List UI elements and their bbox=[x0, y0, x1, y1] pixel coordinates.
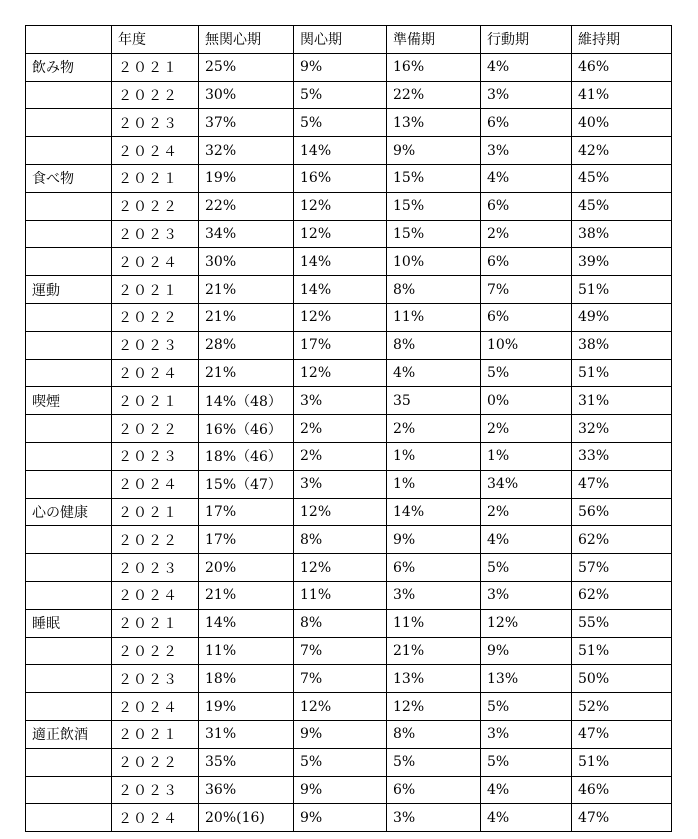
year-cell: ２０２４ bbox=[112, 804, 199, 832]
action-cell: 10% bbox=[481, 331, 572, 359]
preparation-cell: 14% bbox=[387, 498, 481, 526]
precontemplation-cell: 30% bbox=[199, 81, 294, 109]
table-row bbox=[26, 359, 672, 387]
header-cell-category bbox=[26, 26, 112, 54]
maintenance-cell: 51% bbox=[572, 748, 672, 776]
preparation-cell: 15% bbox=[387, 220, 481, 248]
table-row bbox=[26, 609, 672, 637]
maintenance-cell: 38% bbox=[572, 331, 672, 359]
maintenance-cell: 51% bbox=[572, 276, 672, 304]
year-cell: ２０２３ bbox=[112, 331, 199, 359]
table-row bbox=[26, 470, 672, 498]
precontemplation-cell: 16%（46） bbox=[199, 415, 294, 443]
year-cell: ２０２１ bbox=[112, 53, 199, 81]
table-row bbox=[26, 137, 672, 165]
year-cell: ２０２１ bbox=[112, 498, 199, 526]
header-cell-contemplation: 関心期 bbox=[294, 26, 387, 54]
action-cell: 4% bbox=[481, 53, 572, 81]
contemplation-cell: 8% bbox=[294, 526, 387, 554]
contemplation-cell: 12% bbox=[294, 303, 387, 331]
year-cell: ２０２２ bbox=[112, 81, 199, 109]
contemplation-cell: 9% bbox=[294, 53, 387, 81]
table-row bbox=[26, 776, 672, 804]
preparation-cell: 9% bbox=[387, 137, 481, 165]
year-cell: ２０２２ bbox=[112, 303, 199, 331]
contemplation-cell: 7% bbox=[294, 665, 387, 693]
contemplation-cell: 9% bbox=[294, 804, 387, 832]
precontemplation-cell: 21% bbox=[199, 581, 294, 609]
category-cell bbox=[26, 665, 112, 693]
preparation-cell: 21% bbox=[387, 637, 481, 665]
header-cell-precontemplation: 無関心期 bbox=[199, 26, 294, 54]
category-cell bbox=[26, 637, 112, 665]
preparation-cell: 9% bbox=[387, 526, 481, 554]
category-cell bbox=[26, 804, 112, 832]
action-cell: 4% bbox=[481, 804, 572, 832]
category-cell bbox=[26, 331, 112, 359]
action-cell: 3% bbox=[481, 81, 572, 109]
category-cell bbox=[26, 776, 112, 804]
precontemplation-cell: 14% bbox=[199, 609, 294, 637]
precontemplation-cell: 30% bbox=[199, 248, 294, 276]
action-cell: 6% bbox=[481, 303, 572, 331]
precontemplation-cell: 11% bbox=[199, 637, 294, 665]
action-cell: 2% bbox=[481, 415, 572, 443]
maintenance-cell: 41% bbox=[572, 81, 672, 109]
category-cell: 心の健康 bbox=[26, 498, 112, 526]
header-cell-maintenance: 維持期 bbox=[572, 26, 672, 54]
preparation-cell: 3% bbox=[387, 581, 481, 609]
action-cell: 5% bbox=[481, 748, 572, 776]
action-cell: 5% bbox=[481, 359, 572, 387]
contemplation-cell: 12% bbox=[294, 192, 387, 220]
preparation-cell: 6% bbox=[387, 776, 481, 804]
table-row bbox=[26, 581, 672, 609]
precontemplation-cell: 32% bbox=[199, 137, 294, 165]
maintenance-cell: 31% bbox=[572, 387, 672, 415]
contemplation-cell: 2% bbox=[294, 442, 387, 470]
table-row bbox=[26, 164, 672, 192]
year-cell: ２０２３ bbox=[112, 220, 199, 248]
category-cell: 運動 bbox=[26, 276, 112, 304]
category-cell bbox=[26, 303, 112, 331]
action-cell: 13% bbox=[481, 665, 572, 693]
maintenance-cell: 46% bbox=[572, 53, 672, 81]
preparation-cell: 11% bbox=[387, 303, 481, 331]
table-row bbox=[26, 554, 672, 582]
maintenance-cell: 51% bbox=[572, 359, 672, 387]
preparation-cell: 8% bbox=[387, 331, 481, 359]
maintenance-cell: 56% bbox=[572, 498, 672, 526]
maintenance-cell: 57% bbox=[572, 554, 672, 582]
contemplation-cell: 14% bbox=[294, 248, 387, 276]
precontemplation-cell: 18% bbox=[199, 665, 294, 693]
precontemplation-cell: 28% bbox=[199, 331, 294, 359]
header-cell-action: 行動期 bbox=[481, 26, 572, 54]
maintenance-cell: 45% bbox=[572, 192, 672, 220]
year-cell: ２０２２ bbox=[112, 748, 199, 776]
category-cell bbox=[26, 415, 112, 443]
contemplation-cell: 9% bbox=[294, 720, 387, 748]
preparation-cell: 13% bbox=[387, 109, 481, 137]
maintenance-cell: 46% bbox=[572, 776, 672, 804]
stage-table bbox=[25, 25, 672, 832]
maintenance-cell: 52% bbox=[572, 693, 672, 721]
contemplation-cell: 8% bbox=[294, 609, 387, 637]
action-cell: 5% bbox=[481, 693, 572, 721]
precontemplation-cell: 18%（46） bbox=[199, 442, 294, 470]
maintenance-cell: 47% bbox=[572, 720, 672, 748]
category-cell: 飲み物 bbox=[26, 53, 112, 81]
header-row bbox=[26, 26, 672, 54]
year-cell: ２０２１ bbox=[112, 387, 199, 415]
table-row bbox=[26, 81, 672, 109]
action-cell: 6% bbox=[481, 192, 572, 220]
precontemplation-cell: 36% bbox=[199, 776, 294, 804]
preparation-cell: 12% bbox=[387, 693, 481, 721]
table-row bbox=[26, 498, 672, 526]
action-cell: 4% bbox=[481, 776, 572, 804]
contemplation-cell: 2% bbox=[294, 415, 387, 443]
table-row bbox=[26, 442, 672, 470]
category-cell: 喫煙 bbox=[26, 387, 112, 415]
table-row bbox=[26, 331, 672, 359]
maintenance-cell: 50% bbox=[572, 665, 672, 693]
preparation-cell: 5% bbox=[387, 748, 481, 776]
year-cell: ２０２３ bbox=[112, 776, 199, 804]
precontemplation-cell: 22% bbox=[199, 192, 294, 220]
contemplation-cell: 9% bbox=[294, 776, 387, 804]
precontemplation-cell: 37% bbox=[199, 109, 294, 137]
year-cell: ２０２２ bbox=[112, 637, 199, 665]
precontemplation-cell: 20%(16) bbox=[199, 804, 294, 832]
table-row bbox=[26, 720, 672, 748]
category-cell bbox=[26, 220, 112, 248]
year-cell: ２０２１ bbox=[112, 609, 199, 637]
year-cell: ２０２２ bbox=[112, 526, 199, 554]
table-row bbox=[26, 415, 672, 443]
action-cell: 2% bbox=[481, 498, 572, 526]
year-cell: ２０２２ bbox=[112, 192, 199, 220]
preparation-cell: 22% bbox=[387, 81, 481, 109]
table-row bbox=[26, 748, 672, 776]
category-cell: 適正飲酒 bbox=[26, 720, 112, 748]
year-cell: ２０２４ bbox=[112, 137, 199, 165]
year-cell: ２０２４ bbox=[112, 581, 199, 609]
table-body bbox=[26, 53, 672, 831]
preparation-cell: 4% bbox=[387, 359, 481, 387]
maintenance-cell: 33% bbox=[572, 442, 672, 470]
category-cell bbox=[26, 554, 112, 582]
year-cell: ２０２４ bbox=[112, 248, 199, 276]
category-cell bbox=[26, 581, 112, 609]
contemplation-cell: 12% bbox=[294, 498, 387, 526]
table-row bbox=[26, 665, 672, 693]
category-cell bbox=[26, 248, 112, 276]
action-cell: 9% bbox=[481, 637, 572, 665]
preparation-cell: 1% bbox=[387, 470, 481, 498]
contemplation-cell: 5% bbox=[294, 748, 387, 776]
contemplation-cell: 17% bbox=[294, 331, 387, 359]
maintenance-cell: 42% bbox=[572, 137, 672, 165]
preparation-cell: 10% bbox=[387, 248, 481, 276]
action-cell: 0% bbox=[481, 387, 572, 415]
category-cell bbox=[26, 359, 112, 387]
action-cell: 4% bbox=[481, 164, 572, 192]
category-cell: 睡眠 bbox=[26, 609, 112, 637]
contemplation-cell: 5% bbox=[294, 109, 387, 137]
precontemplation-cell: 19% bbox=[199, 164, 294, 192]
preparation-cell: 15% bbox=[387, 164, 481, 192]
contemplation-cell: 14% bbox=[294, 276, 387, 304]
maintenance-cell: 39% bbox=[572, 248, 672, 276]
year-cell: ２０２４ bbox=[112, 359, 199, 387]
preparation-cell: 16% bbox=[387, 53, 481, 81]
action-cell: 1% bbox=[481, 442, 572, 470]
precontemplation-cell: 15%（47） bbox=[199, 470, 294, 498]
precontemplation-cell: 17% bbox=[199, 526, 294, 554]
action-cell: 6% bbox=[481, 109, 572, 137]
preparation-cell: 3% bbox=[387, 804, 481, 832]
action-cell: 2% bbox=[481, 220, 572, 248]
precontemplation-cell: 14%（48） bbox=[199, 387, 294, 415]
contemplation-cell: 11% bbox=[294, 581, 387, 609]
action-cell: 12% bbox=[481, 609, 572, 637]
category-cell bbox=[26, 137, 112, 165]
contemplation-cell: 16% bbox=[294, 164, 387, 192]
contemplation-cell: 12% bbox=[294, 554, 387, 582]
contemplation-cell: 7% bbox=[294, 637, 387, 665]
maintenance-cell: 49% bbox=[572, 303, 672, 331]
precontemplation-cell: 19% bbox=[199, 693, 294, 721]
maintenance-cell: 51% bbox=[572, 637, 672, 665]
maintenance-cell: 32% bbox=[572, 415, 672, 443]
table-row bbox=[26, 387, 672, 415]
precontemplation-cell: 31% bbox=[199, 720, 294, 748]
maintenance-cell: 45% bbox=[572, 164, 672, 192]
table-row bbox=[26, 303, 672, 331]
preparation-cell: 6% bbox=[387, 554, 481, 582]
precontemplation-cell: 25% bbox=[199, 53, 294, 81]
preparation-cell: 13% bbox=[387, 665, 481, 693]
category-cell bbox=[26, 693, 112, 721]
table-row bbox=[26, 276, 672, 304]
precontemplation-cell: 20% bbox=[199, 554, 294, 582]
preparation-cell: 35 bbox=[387, 387, 481, 415]
year-cell: ２０２３ bbox=[112, 554, 199, 582]
contemplation-cell: 3% bbox=[294, 387, 387, 415]
maintenance-cell: 40% bbox=[572, 109, 672, 137]
table-row bbox=[26, 109, 672, 137]
action-cell: 3% bbox=[481, 581, 572, 609]
precontemplation-cell: 21% bbox=[199, 359, 294, 387]
preparation-cell: 8% bbox=[387, 720, 481, 748]
action-cell: 4% bbox=[481, 526, 572, 554]
maintenance-cell: 47% bbox=[572, 804, 672, 832]
table-row bbox=[26, 804, 672, 832]
preparation-cell: 1% bbox=[387, 442, 481, 470]
year-cell: ２０２１ bbox=[112, 164, 199, 192]
year-cell: ２０２３ bbox=[112, 665, 199, 693]
table-row bbox=[26, 526, 672, 554]
contemplation-cell: 12% bbox=[294, 220, 387, 248]
year-cell: ２０２３ bbox=[112, 109, 199, 137]
maintenance-cell: 47% bbox=[572, 470, 672, 498]
maintenance-cell: 62% bbox=[572, 526, 672, 554]
maintenance-cell: 38% bbox=[572, 220, 672, 248]
preparation-cell: 8% bbox=[387, 276, 481, 304]
action-cell: 3% bbox=[481, 137, 572, 165]
category-cell bbox=[26, 526, 112, 554]
category-cell: 食べ物 bbox=[26, 164, 112, 192]
action-cell: 3% bbox=[481, 720, 572, 748]
action-cell: 34% bbox=[481, 470, 572, 498]
table-row bbox=[26, 192, 672, 220]
year-cell: ２０２３ bbox=[112, 442, 199, 470]
contemplation-cell: 12% bbox=[294, 693, 387, 721]
category-cell bbox=[26, 81, 112, 109]
maintenance-cell: 62% bbox=[572, 581, 672, 609]
category-cell bbox=[26, 109, 112, 137]
category-cell bbox=[26, 748, 112, 776]
table-row bbox=[26, 248, 672, 276]
preparation-cell: 2% bbox=[387, 415, 481, 443]
action-cell: 7% bbox=[481, 276, 572, 304]
table-row bbox=[26, 220, 672, 248]
precontemplation-cell: 21% bbox=[199, 276, 294, 304]
category-cell bbox=[26, 470, 112, 498]
contemplation-cell: 14% bbox=[294, 137, 387, 165]
year-cell: ２０２１ bbox=[112, 276, 199, 304]
year-cell: ２０２２ bbox=[112, 415, 199, 443]
year-cell: ２０２１ bbox=[112, 720, 199, 748]
precontemplation-cell: 34% bbox=[199, 220, 294, 248]
table-row bbox=[26, 693, 672, 721]
action-cell: 5% bbox=[481, 554, 572, 582]
preparation-cell: 11% bbox=[387, 609, 481, 637]
contemplation-cell: 12% bbox=[294, 359, 387, 387]
precontemplation-cell: 17% bbox=[199, 498, 294, 526]
header-cell-preparation: 準備期 bbox=[387, 26, 481, 54]
preparation-cell: 15% bbox=[387, 192, 481, 220]
category-cell bbox=[26, 192, 112, 220]
year-cell: ２０２４ bbox=[112, 693, 199, 721]
contemplation-cell: 5% bbox=[294, 81, 387, 109]
category-cell bbox=[26, 442, 112, 470]
contemplation-cell: 3% bbox=[294, 470, 387, 498]
table-row bbox=[26, 53, 672, 81]
precontemplation-cell: 35% bbox=[199, 748, 294, 776]
precontemplation-cell: 21% bbox=[199, 303, 294, 331]
action-cell: 6% bbox=[481, 248, 572, 276]
year-cell: ２０２４ bbox=[112, 470, 199, 498]
maintenance-cell: 55% bbox=[572, 609, 672, 637]
header-cell-year: 年度 bbox=[112, 26, 199, 54]
table-row bbox=[26, 637, 672, 665]
